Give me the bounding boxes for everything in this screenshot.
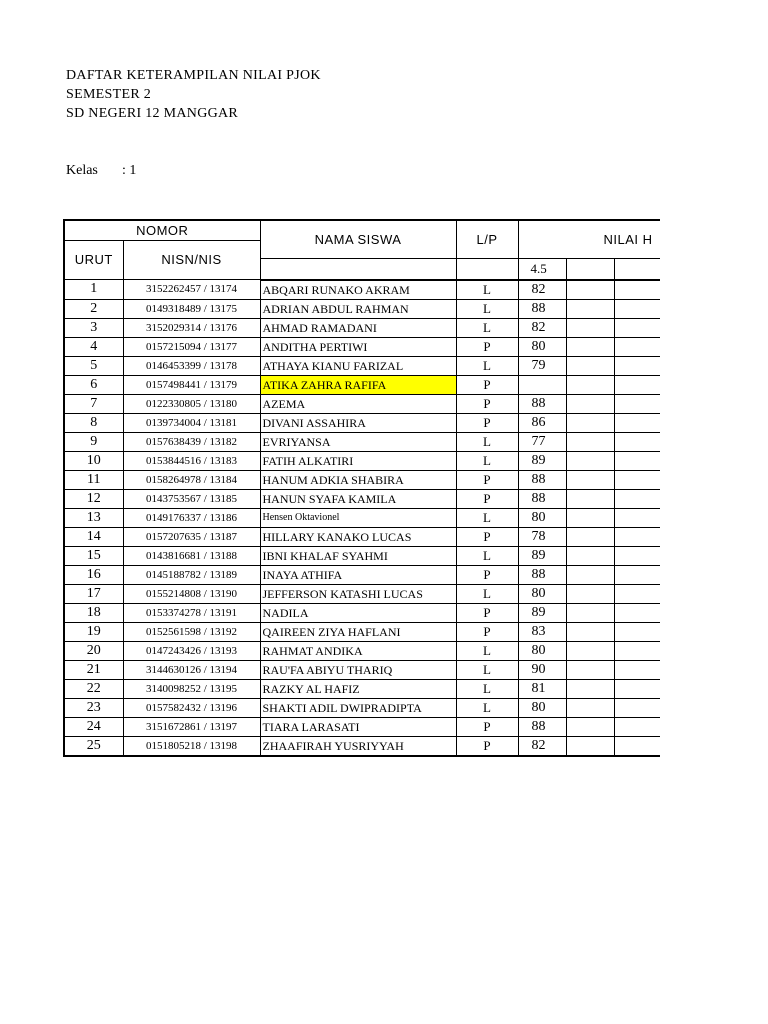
student-row [64,641,660,660]
row-blank-1 [566,299,614,318]
student-row [64,679,660,698]
row-number: 1 [64,280,123,300]
row-nama-siswa: HANUM ADKIA SHABIRA [260,470,456,489]
row-lp: L [456,660,518,679]
row-blank-1 [566,717,614,736]
student-row [64,337,660,356]
row-nilai: 88 [518,489,566,508]
row-blank-1 [566,394,614,413]
row-blank-1 [566,508,614,527]
row-nisn: 3140098252 / 13195 [123,679,260,698]
student-row [64,280,660,300]
row-nilai: 82 [518,736,566,756]
header-kd-blank-2 [566,259,614,280]
row-nilai: 81 [518,679,566,698]
row-blank-1 [566,736,614,756]
row-nilai: 89 [518,546,566,565]
row-nilai: 80 [518,584,566,603]
row-lp: P [456,337,518,356]
student-row [64,603,660,622]
row-nisn: 0145188782 / 13189 [123,565,260,584]
student-row [64,318,660,337]
row-nisn: 0143816681 / 13188 [123,546,260,565]
row-blank-1 [566,432,614,451]
row-nilai: 80 [518,641,566,660]
row-nilai: 80 [518,337,566,356]
row-lp: L [456,546,518,565]
row-number: 20 [64,641,123,660]
row-lp: P [456,470,518,489]
row-number: 14 [64,527,123,546]
row-nisn: 3151672861 / 13197 [123,717,260,736]
row-nisn: 0149318489 / 13175 [123,299,260,318]
row-nama-siswa: EVRIYANSA [260,432,456,451]
row-blank-2 [614,660,660,679]
row-number: 22 [64,679,123,698]
row-blank-2 [614,603,660,622]
row-blank-2 [614,717,660,736]
row-blank-1 [566,565,614,584]
row-blank-1 [566,527,614,546]
student-row [64,660,660,679]
row-nama-siswa: ZHAAFIRAH YUSRIYYAH [260,736,456,756]
row-nilai: 88 [518,299,566,318]
row-nisn: 0153374278 / 13191 [123,603,260,622]
row-nisn: 0157207635 / 13187 [123,527,260,546]
row-nama-siswa: RAHMAT ANDIKA [260,641,456,660]
row-nisn: 3144630126 / 13194 [123,660,260,679]
row-nisn: 0146453399 / 13178 [123,356,260,375]
row-nisn: 0151805218 / 13198 [123,736,260,756]
row-nisn: 0122330805 / 13180 [123,394,260,413]
row-blank-1 [566,413,614,432]
row-lp: P [456,527,518,546]
row-blank-2 [614,432,660,451]
student-row [64,736,660,756]
row-number: 10 [64,451,123,470]
row-nisn: 3152029314 / 13176 [123,318,260,337]
row-nilai: 82 [518,280,566,300]
row-number: 19 [64,622,123,641]
row-nisn: 0157498441 / 13179 [123,375,260,394]
student-row [64,470,660,489]
row-nilai: 80 [518,698,566,717]
row-nama-siswa: IBNI KHALAF SYAHMI [260,546,456,565]
row-number: 3 [64,318,123,337]
row-nama-siswa: ATIKA ZAHRA RAFIFA [260,375,456,394]
row-nama-siswa: SHAKTI ADIL DWIPRADIPTA [260,698,456,717]
header-nisn: NISN/NIS [123,241,260,280]
row-blank-1 [566,280,614,300]
row-nisn: 0149176337 / 13186 [123,508,260,527]
row-blank-1 [566,318,614,337]
row-blank-2 [614,736,660,756]
row-blank-1 [566,451,614,470]
title-line-1: DAFTAR KETERAMPILAN NILAI PJOK [66,68,321,83]
row-blank-2 [614,622,660,641]
row-nilai: 88 [518,717,566,736]
student-row [64,394,660,413]
row-blank-2 [614,489,660,508]
row-blank-2 [614,527,660,546]
row-lp: L [456,698,518,717]
grade-table [63,219,660,757]
header-lp: L/P [456,220,518,259]
student-row [64,413,660,432]
header-nama-siswa: NAMA SISWA [260,220,456,259]
row-blank-1 [566,584,614,603]
row-blank-2 [614,375,660,394]
row-nama-siswa: JEFFERSON KATASHI LUCAS [260,584,456,603]
row-lp: P [456,394,518,413]
row-nama-siswa: INAYA ATHIFA [260,565,456,584]
row-lp: L [456,508,518,527]
title-line-3: SD NEGERI 12 MANGGAR [66,106,239,121]
row-number: 2 [64,299,123,318]
header-kd: 4.5 [518,259,566,280]
row-lp: L [456,641,518,660]
student-row [64,375,660,394]
student-row [64,508,660,527]
row-lp: P [456,413,518,432]
student-row [64,717,660,736]
row-blank-1 [566,489,614,508]
row-nama-siswa: ADRIAN ABDUL RAHMAN [260,299,456,318]
kelas-value: : 1 [122,163,137,178]
row-blank-2 [614,337,660,356]
header-lp-blank [456,259,518,280]
row-nisn: 0157582432 / 13196 [123,698,260,717]
student-row [64,698,660,717]
row-nisn: 0155214808 / 13190 [123,584,260,603]
row-nama-siswa: Hensen Oktavionel [260,508,456,527]
row-lp: P [456,622,518,641]
row-lp: L [456,356,518,375]
row-nilai: 89 [518,603,566,622]
row-nama-siswa: AZEMA [260,394,456,413]
row-nilai: 78 [518,527,566,546]
row-nilai [518,375,566,394]
row-nama-siswa: RAZKY AL HAFIZ [260,679,456,698]
row-blank-2 [614,280,660,300]
header-nama-blank [260,259,456,280]
row-lp: P [456,489,518,508]
row-nama-siswa: DIVANI ASSAHIRA [260,413,456,432]
row-nama-siswa: ABQARI RUNAKO AKRAM [260,280,456,300]
student-row [64,565,660,584]
kelas-row [66,163,136,179]
row-number: 9 [64,432,123,451]
row-blank-2 [614,299,660,318]
row-blank-1 [566,546,614,565]
row-lp: L [456,280,518,300]
row-lp: P [456,717,518,736]
row-number: 16 [64,565,123,584]
kelas-label: Kelas [66,163,98,178]
row-nama-siswa: ATHAYA KIANU FARIZAL [260,356,456,375]
header-nomor: NOMOR [64,220,260,241]
row-number: 25 [64,736,123,756]
row-nilai: 77 [518,432,566,451]
row-number: 7 [64,394,123,413]
row-lp: L [456,584,518,603]
student-row [64,622,660,641]
header-urut: URUT [64,241,123,280]
row-blank-2 [614,641,660,660]
row-nilai: 79 [518,356,566,375]
row-blank-2 [614,356,660,375]
row-nama-siswa: NADILA [260,603,456,622]
row-number: 18 [64,603,123,622]
row-nama-siswa: FATIH ALKATIRI [260,451,456,470]
header-kd-blank-3 [614,259,660,280]
row-number: 8 [64,413,123,432]
row-lp: P [456,565,518,584]
row-nisn: 0147243426 / 13193 [123,641,260,660]
student-row [64,356,660,375]
row-number: 4 [64,337,123,356]
row-nama-siswa: TIARA LARASATI [260,717,456,736]
row-blank-1 [566,660,614,679]
row-number: 21 [64,660,123,679]
row-blank-2 [614,394,660,413]
header-nilai: NILAI H [518,220,660,259]
row-blank-1 [566,679,614,698]
student-row [64,584,660,603]
row-blank-2 [614,413,660,432]
student-row [64,451,660,470]
row-lp: L [456,299,518,318]
row-lp: L [456,432,518,451]
row-nisn: 0157215094 / 13177 [123,337,260,356]
row-blank-2 [614,679,660,698]
student-row [64,299,660,318]
row-blank-1 [566,641,614,660]
row-nisn: 3152262457 / 13174 [123,280,260,300]
row-nisn: 0139734004 / 13181 [123,413,260,432]
row-number: 11 [64,470,123,489]
row-number: 17 [64,584,123,603]
row-blank-1 [566,622,614,641]
row-lp: L [456,451,518,470]
row-nilai: 89 [518,451,566,470]
row-blank-2 [614,698,660,717]
row-number: 5 [64,356,123,375]
row-blank-2 [614,508,660,527]
row-lp: L [456,318,518,337]
row-nama-siswa: ANDITHA PERTIWI [260,337,456,356]
row-lp: P [456,736,518,756]
row-blank-2 [614,470,660,489]
row-nilai: 88 [518,565,566,584]
row-lp: L [456,679,518,698]
grade-table-container [63,219,660,761]
row-number: 6 [64,375,123,394]
row-nilai: 82 [518,318,566,337]
row-nisn: 0143753567 / 13185 [123,489,260,508]
row-nisn: 0158264978 / 13184 [123,470,260,489]
row-nisn: 0153844516 / 13183 [123,451,260,470]
row-blank-2 [614,546,660,565]
row-blank-2 [614,451,660,470]
student-row [64,489,660,508]
student-row [64,546,660,565]
row-blank-2 [614,584,660,603]
row-blank-1 [566,337,614,356]
row-blank-2 [614,565,660,584]
row-number: 23 [64,698,123,717]
row-blank-1 [566,698,614,717]
row-lp: P [456,603,518,622]
row-blank-2 [614,318,660,337]
student-row [64,527,660,546]
row-nama-siswa: HILLARY KANAKO LUCAS [260,527,456,546]
row-number: 24 [64,717,123,736]
row-nama-siswa: AHMAD RAMADANI [260,318,456,337]
row-number: 13 [64,508,123,527]
row-nama-siswa: HANUN SYAFA KAMILA [260,489,456,508]
row-lp: P [456,375,518,394]
row-nisn: 0157638439 / 13182 [123,432,260,451]
row-nilai: 83 [518,622,566,641]
row-nilai: 88 [518,394,566,413]
row-nisn: 0152561598 / 13192 [123,622,260,641]
row-number: 12 [64,489,123,508]
row-nilai: 90 [518,660,566,679]
row-blank-1 [566,356,614,375]
row-blank-1 [566,470,614,489]
row-nama-siswa: QAIREEN ZIYA HAFLANI [260,622,456,641]
row-blank-1 [566,375,614,394]
row-nilai: 80 [518,508,566,527]
row-number: 15 [64,546,123,565]
row-nilai: 88 [518,470,566,489]
row-nama-siswa: RAU'FA ABIYU THARIQ [260,660,456,679]
row-blank-1 [566,603,614,622]
student-row [64,432,660,451]
title-line-2: SEMESTER 2 [66,87,152,102]
row-nilai: 86 [518,413,566,432]
